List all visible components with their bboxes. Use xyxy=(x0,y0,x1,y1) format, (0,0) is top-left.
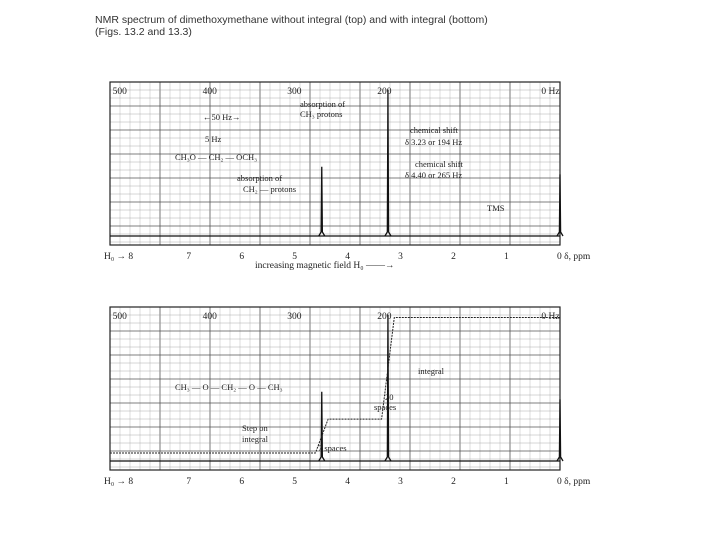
hz-tick-label: 400 xyxy=(202,312,217,322)
ppm-tick-label: 0 δ, ppm xyxy=(557,252,591,262)
annotation-absorption-ch2-line1: absorption of xyxy=(237,173,283,183)
ppm-tick-label: 4 xyxy=(345,477,350,487)
annotation-tms: TMS xyxy=(487,203,505,213)
annotation-step-line1: Step on xyxy=(242,423,268,433)
ppm-tick-label: 3 xyxy=(398,477,403,487)
ppm-tick-label: 6 xyxy=(239,252,245,262)
hz-tick-label: 0 Hz xyxy=(541,87,560,97)
ppm-tick-label: 4 xyxy=(345,252,350,262)
hz-tick-label: 200 xyxy=(377,312,392,322)
annotation-chem-shift-b-line2: δ 4.40 or 265 Hz xyxy=(405,170,463,180)
x-axis-label: increasing magnetic field H₀ ——→ xyxy=(255,261,395,271)
annotation-formula-bottom: CH₃ — O — CH₂ — O — CH₃ xyxy=(175,382,283,392)
annotation-absorption-ch3-line1: absorption of xyxy=(300,99,346,109)
annotation-chem-shift-a-line1: chemical shift xyxy=(410,125,458,135)
hz-tick-label: 500 xyxy=(112,87,127,97)
annotation-step-line2: integral xyxy=(242,434,268,444)
hz-tick-label: 300 xyxy=(287,87,302,97)
ppm-tick-label: 5 xyxy=(292,477,298,487)
annotation-7-spaces: 7 spaces xyxy=(318,443,347,453)
annotation-absorption-ch2-line2: CH₂ — protons xyxy=(243,184,297,194)
hz-tick-label: 200 xyxy=(377,87,392,97)
annotation-integral: integral xyxy=(418,366,444,376)
annotation-chem-shift-a-line2: δ 3.23 or 194 Hz xyxy=(405,137,463,147)
annotation-hz-spacing: ←50 Hz→ xyxy=(203,112,241,122)
ppm-tick-label: 3 xyxy=(398,252,403,262)
ppm-axis-bottom xyxy=(104,477,591,487)
ppm-tick-label: 0 δ, ppm xyxy=(557,477,591,487)
annotation-absorption-ch3-line2: CH₃ protons xyxy=(300,109,343,119)
title-line-1: NMR spectrum of dimethoxymethane without integral (top) and with integral (bottom) xyxy=(95,14,488,26)
nmr-chart-top xyxy=(104,82,591,271)
annotation-20-spaces-a: 20 xyxy=(385,392,394,402)
ppm-tick-label: 5 xyxy=(292,252,298,262)
ppm-tick-label: 1 xyxy=(504,252,509,262)
annotation-20-spaces-b: spaces xyxy=(374,402,397,412)
peak-2 xyxy=(557,399,563,461)
hz-axis-top xyxy=(113,87,560,97)
annotation-chem-shift-b-line1: chemical shift xyxy=(415,159,463,169)
hz-tick-label: 300 xyxy=(287,312,302,322)
hz-tick-label: 400 xyxy=(202,87,217,97)
title-line-2: (Figs. 13.2 and 13.3) xyxy=(95,26,192,38)
ppm-tick-label: 2 xyxy=(451,252,456,262)
annotation-formula-top: CH₃O — CH₂ — OCH₃ xyxy=(175,152,258,162)
ppm-tick-label: 7 xyxy=(186,477,192,487)
ppm-tick-label: 1 xyxy=(504,477,509,487)
peak-2 xyxy=(557,174,563,236)
hz-tick-label: 500 xyxy=(112,312,127,322)
ppm-tick-label: H₀ → 8 xyxy=(104,477,134,487)
ppm-tick-label: H₀ → 8 xyxy=(104,252,134,262)
annotation-5hz: 5 Hz xyxy=(205,134,222,144)
nmr-chart-bottom xyxy=(104,307,591,487)
hz-tick-label: 0 Hz xyxy=(541,312,560,322)
ppm-tick-label: 7 xyxy=(186,252,192,262)
ppm-tick-label: 2 xyxy=(451,477,456,487)
ppm-tick-label: 6 xyxy=(239,477,245,487)
